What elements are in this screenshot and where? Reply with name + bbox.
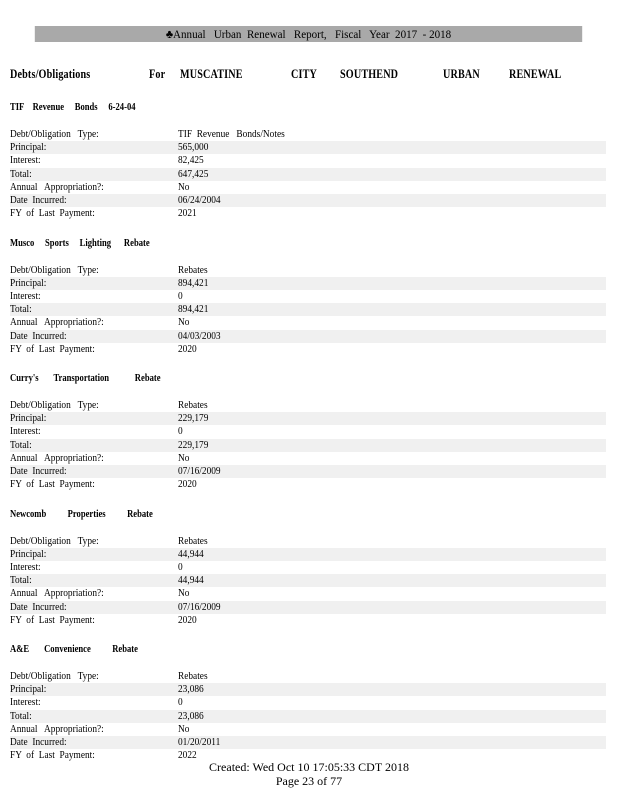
- field-row-date: [10, 465, 606, 478]
- field-value-appropriation: No: [178, 316, 190, 329]
- field-label-interest: Interest:: [10, 696, 41, 709]
- club-icon: ♣: [165, 27, 174, 41]
- field-row-fy: [10, 478, 606, 491]
- field-value-appropriation: No: [178, 451, 190, 464]
- field-row-interest: [10, 425, 606, 438]
- field-value-interest: 0: [178, 696, 183, 709]
- field-value-type: Rebates: [178, 670, 208, 682]
- report-title: Annual Urban Renewal Report, Fiscal Year 2017 - 2018: [173, 27, 452, 41]
- field-label-principal: Principal:: [10, 412, 47, 425]
- field-value-total: 44,944: [178, 574, 204, 587]
- field-row-appropriation: [10, 316, 606, 329]
- field-label-fy: FY of Last Payment:: [10, 342, 95, 355]
- field-row-appropriation: [10, 587, 606, 600]
- section-heading-label: Debts/Obligations: [10, 66, 91, 81]
- field-row-interest: [10, 696, 606, 709]
- section-heading-area: SOUTHEND: [340, 66, 399, 81]
- field-label-appropriation: Annual Appropriation?:: [10, 180, 104, 193]
- field-row-interest: [10, 561, 606, 574]
- obligation-title: Musco Sports Lighting Rebate: [10, 236, 150, 249]
- field-row-fy: [10, 614, 606, 627]
- field-value-fy: 2020: [178, 342, 197, 355]
- field-row-principal: [10, 548, 606, 561]
- field-value-principal: 44,944: [178, 547, 204, 560]
- field-value-total: 229,179: [178, 438, 209, 451]
- obligation-title: A&E Convenience Rebate: [10, 643, 138, 655]
- field-value-type: Rebates: [178, 534, 208, 547]
- field-value-date: 04/03/2003: [178, 329, 221, 342]
- field-value-type: Rebates: [178, 263, 208, 276]
- field-row-date: [10, 601, 606, 614]
- field-value-type: TIF Revenue Bonds/Notes: [178, 128, 285, 140]
- field-label-fy: FY of Last Payment:: [10, 478, 95, 491]
- field-value-date: 07/16/2009: [178, 600, 221, 613]
- field-row-type: [10, 670, 606, 683]
- field-value-interest: 0: [178, 560, 183, 573]
- field-row-total: [10, 710, 606, 723]
- section-heading-city-suffix: CITY: [291, 66, 317, 81]
- field-label-appropriation: Annual Appropriation?:: [10, 451, 104, 464]
- field-value-principal: 23,086: [178, 683, 204, 696]
- field-row-date: [10, 330, 606, 343]
- field-row-principal: [10, 277, 606, 290]
- field-label-appropriation: Annual Appropriation?:: [10, 722, 104, 735]
- field-label-date: Date Incurred:: [10, 600, 67, 613]
- field-label-date: Date Incurred:: [10, 329, 67, 342]
- field-row-type: [10, 264, 606, 277]
- field-label-fy: FY of Last Payment:: [10, 749, 95, 762]
- field-row-type: [10, 399, 606, 412]
- field-row-principal: [10, 412, 606, 425]
- field-label-interest: Interest:: [10, 289, 41, 302]
- field-label-principal: Principal:: [10, 547, 47, 560]
- field-row-total: [10, 168, 606, 181]
- field-value-interest: 0: [178, 289, 183, 302]
- field-label-type: Debt/Obligation Type:: [10, 128, 99, 140]
- field-value-fy: 2022: [178, 749, 197, 762]
- field-label-interest: Interest:: [10, 425, 41, 438]
- field-label-interest: Interest:: [10, 154, 41, 167]
- field-row-interest: [10, 154, 606, 167]
- page-number: Page 23 of 77: [275, 774, 343, 788]
- section-heading-renewal: RENEWAL: [509, 66, 562, 81]
- field-label-date: Date Incurred:: [10, 465, 67, 477]
- field-label-total: Total:: [10, 438, 32, 451]
- field-label-appropriation: Annual Appropriation?:: [10, 316, 104, 329]
- field-value-interest: 82,425: [178, 154, 204, 167]
- field-row-principal: [10, 683, 606, 696]
- field-row-type: [10, 535, 606, 548]
- field-row-appropriation: [10, 452, 606, 465]
- field-value-date: 06/24/2004: [178, 194, 221, 206]
- section-heading-city: MUSCATINE: [180, 66, 243, 81]
- field-value-fy: 2020: [178, 478, 197, 491]
- field-label-type: Debt/Obligation Type:: [10, 399, 99, 411]
- field-row-date: [10, 194, 606, 207]
- field-value-total: 894,421: [178, 303, 209, 316]
- field-value-date: 07/16/2009: [178, 465, 221, 477]
- field-value-appropriation: No: [178, 180, 190, 193]
- field-value-interest: 0: [178, 425, 183, 438]
- field-row-fy: [10, 207, 606, 220]
- field-value-date: 01/20/2011: [178, 736, 221, 748]
- field-label-total: Total:: [10, 303, 32, 316]
- field-value-total: 647,425: [178, 167, 209, 180]
- field-value-total: 23,086: [178, 709, 204, 722]
- field-label-date: Date Incurred:: [10, 736, 67, 748]
- field-row-principal: [10, 141, 606, 154]
- field-label-type: Debt/Obligation Type:: [10, 263, 99, 276]
- obligation-title: Curry's Transportation Rebate: [10, 372, 161, 384]
- field-row-appropriation: [10, 181, 606, 194]
- field-row-appropriation: [10, 723, 606, 736]
- field-row-type: [10, 128, 606, 141]
- report-banner: [35, 26, 582, 42]
- field-value-type: Rebates: [178, 399, 208, 411]
- field-label-interest: Interest:: [10, 560, 41, 573]
- field-label-appropriation: Annual Appropriation?:: [10, 587, 104, 600]
- field-value-appropriation: No: [178, 587, 190, 600]
- field-label-fy: FY of Last Payment:: [10, 207, 95, 220]
- section-heading-for: For: [149, 66, 166, 81]
- field-label-principal: Principal:: [10, 683, 47, 696]
- field-value-fy: 2021: [178, 207, 197, 220]
- obligation-title: Newcomb Properties Rebate: [10, 507, 153, 520]
- field-value-principal: 229,179: [178, 412, 209, 425]
- field-label-date: Date Incurred:: [10, 194, 67, 206]
- field-value-principal: 894,421: [178, 276, 209, 289]
- field-label-principal: Principal:: [10, 141, 47, 154]
- obligation-title: TIF Revenue Bonds 6-24-04: [10, 101, 136, 113]
- created-timestamp: Created: Wed Oct 10 17:05:33 CDT 2018: [209, 760, 409, 774]
- field-label-total: Total:: [10, 574, 32, 587]
- field-row-fy: [10, 343, 606, 356]
- field-row-total: [10, 574, 606, 587]
- field-value-fy: 2020: [178, 613, 197, 626]
- field-label-total: Total:: [10, 709, 32, 722]
- field-label-total: Total:: [10, 167, 32, 180]
- field-row-interest: [10, 290, 606, 303]
- field-value-appropriation: No: [178, 722, 190, 735]
- section-heading-urban: URBAN: [443, 66, 480, 81]
- field-row-total: [10, 303, 606, 316]
- field-label-type: Debt/Obligation Type:: [10, 534, 99, 547]
- field-value-principal: 565,000: [178, 141, 209, 154]
- field-label-type: Debt/Obligation Type:: [10, 670, 99, 682]
- field-label-fy: FY of Last Payment:: [10, 613, 95, 626]
- field-row-total: [10, 439, 606, 452]
- field-label-principal: Principal:: [10, 276, 47, 289]
- field-row-date: [10, 736, 606, 749]
